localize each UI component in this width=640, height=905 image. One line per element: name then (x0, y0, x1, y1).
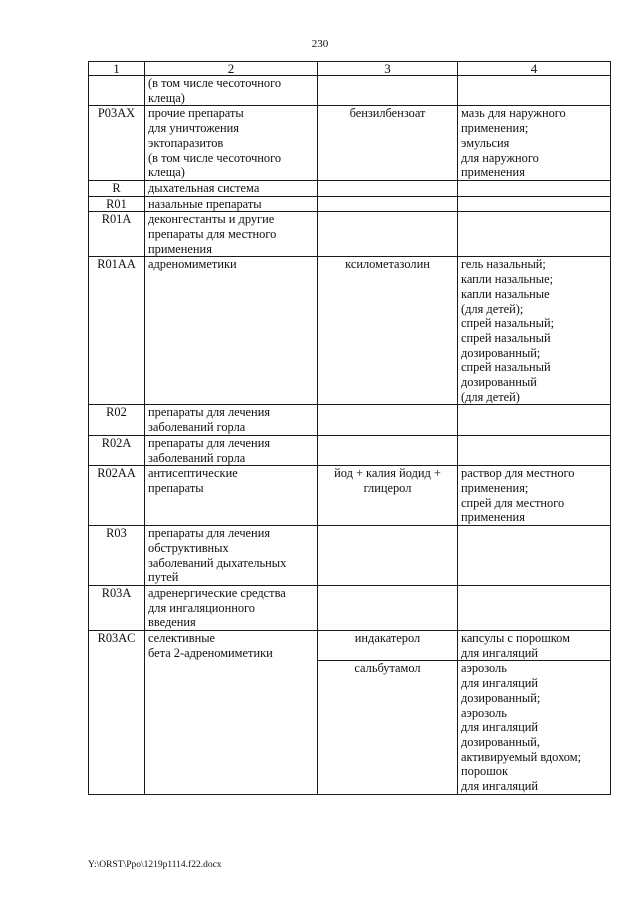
group-name-cell: препараты для лечения заболеваний горла (145, 405, 318, 435)
drug-name-cell (318, 585, 458, 630)
dosage-form-cell: капсулы с порошком для ингаляций (458, 631, 611, 661)
atc-code-cell: R01 (89, 196, 145, 212)
column-header-1: 1 (89, 62, 145, 76)
table-row (89, 76, 611, 106)
group-name-cell: селективные бета 2-адреномиметики (145, 631, 318, 795)
group-name-cell: (в том числе чесоточного клеща) (145, 76, 318, 106)
atc-code-cell: R (89, 180, 145, 196)
atc-code-cell: R03AC (89, 631, 145, 795)
drug-classification-table (88, 61, 611, 795)
footer-file-path: Y:\ORST\Ppo\1219p1114.f22.docx (88, 860, 222, 870)
table-row (89, 106, 611, 181)
drug-name-cell (318, 196, 458, 212)
atc-code-cell: R01A (89, 212, 145, 257)
dosage-form-cell: раствор для местного применения; спрей для местного применения (458, 466, 611, 526)
page-number: 230 (311, 38, 329, 50)
table-row (89, 585, 611, 630)
atc-code-cell (89, 76, 145, 106)
atc-code-cell: P03AX (89, 106, 145, 181)
atc-code-cell: R03 (89, 526, 145, 586)
atc-code-cell: R03A (89, 585, 145, 630)
dosage-form-cell: аэрозоль для ингаляций дозированный; аэрозоль для ингаляций дозированный, активируемый вдохом; порошок для ингаляций (458, 661, 611, 794)
table-row (89, 526, 611, 586)
dosage-form-cell (458, 212, 611, 257)
drug-name-cell (318, 405, 458, 435)
atc-code-cell: R02A (89, 435, 145, 465)
group-name-cell: препараты для лечения обструктивных заболеваний дыхательных путей (145, 526, 318, 586)
group-name-cell: деконгестанты и другие препараты для местного применения (145, 212, 318, 257)
group-name-cell: адреномиметики (145, 257, 318, 405)
group-name-cell: назальные препараты (145, 196, 318, 212)
group-name-cell: антисептические препараты (145, 466, 318, 526)
table-row (89, 180, 611, 196)
table-row (89, 631, 611, 661)
table-row (89, 435, 611, 465)
table-row (89, 212, 611, 257)
dosage-form-cell (458, 585, 611, 630)
drug-name-cell (318, 526, 458, 586)
dosage-form-cell (458, 196, 611, 212)
group-name-cell: прочие препараты для уничтожения эктопаразитов (в том числе чесоточного клеща) (145, 106, 318, 181)
drug-name-cell: сальбутамол (318, 661, 458, 794)
drug-name-cell (318, 76, 458, 106)
table-row (89, 405, 611, 435)
dosage-form-cell (458, 76, 611, 106)
drug-name-cell: йод + калия йодид + глицерол (318, 466, 458, 526)
dosage-form-cell (458, 405, 611, 435)
dosage-form-cell: мазь для наружного применения; эмульсия для наружного применения (458, 106, 611, 181)
group-name-cell: препараты для лечения заболеваний горла (145, 435, 318, 465)
dosage-form-cell: гель назальный; капли назальные; капли назальные (для детей); спрей назальный; спрей назальный дозированный; спрей назальный дозированный (для детей) (458, 257, 611, 405)
drug-name-cell: бензилбензоат (318, 106, 458, 181)
table-row (89, 196, 611, 212)
drug-name-cell (318, 435, 458, 465)
drug-name-cell: ксилометазолин (318, 257, 458, 405)
drug-name-cell: индакатерол (318, 631, 458, 661)
table-header-row (89, 62, 611, 76)
atc-code-cell: R02AA (89, 466, 145, 526)
group-name-cell: адренергические средства для ингаляционного введения (145, 585, 318, 630)
dosage-form-cell (458, 180, 611, 196)
dosage-form-cell (458, 435, 611, 465)
column-header-3: 3 (318, 62, 458, 76)
drug-name-cell (318, 180, 458, 196)
atc-code-cell: R01AA (89, 257, 145, 405)
table-row (89, 257, 611, 405)
table-body (89, 76, 611, 795)
column-header-2: 2 (145, 62, 318, 76)
dosage-form-cell (458, 526, 611, 586)
group-name-cell: дыхательная система (145, 180, 318, 196)
atc-code-cell: R02 (89, 405, 145, 435)
table-row (89, 466, 611, 526)
drug-name-cell (318, 212, 458, 257)
column-header-4: 4 (458, 62, 611, 76)
